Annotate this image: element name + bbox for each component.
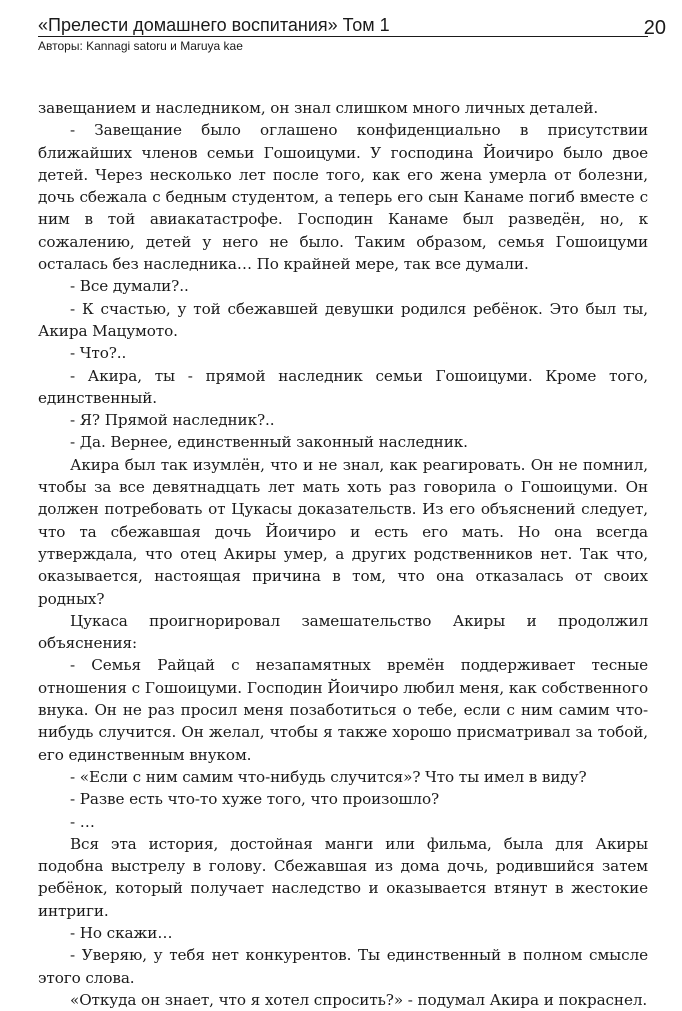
paragraph: - Что?..: [70, 344, 127, 363]
paragraph: Вся эта история, достойная манги или фильма, была для Акиры подобна выстрелу в голову. Сбежавшая из дома дочь, родившийся затем ребёнок, который получает наследство и оказывается втянут в жестокие интриги.: [38, 834, 648, 920]
book-title: «Прелести домашнего воспитания» Том 1: [38, 15, 390, 35]
paragraph: «Откуда он знает, что я хотел спросить?» - подумал Акира и покраснел.: [70, 990, 648, 1009]
paragraph: - К счастью, у той сбежавшей девушки родился ребёнок. Это был ты, Акира Мацумото.: [38, 299, 648, 340]
paragraph: - Завещание было оглашено конфиденциально в присутствии ближайших членов семьи Гошоицуми. У господина Йоичиро было двое детей. Через несколько лет после того, как его жена умерла от болезни, дочь сбежала с бедным студентом, а теперь его сын Канаме погиб вместе с ним в той авиакатастрофе. Господин Канаме был разведён, но, к сожалению, детей у него не было. Таким образом, семья Гошоицуми осталась без наследника… По крайней мере, так все думали.: [38, 121, 648, 274]
paragraph: - Все думали?..: [70, 277, 189, 296]
paragraph: Цукаса проигнорировал замешательство Акиры и продолжил объяснения:: [38, 611, 648, 653]
paragraph: - Я? Прямой наследник?..: [70, 411, 275, 430]
paragraph: - Разве есть что-то хуже того, что произошло?: [70, 790, 440, 809]
book-authors: Авторы: Kannagi satoru и Maruya kae: [38, 39, 243, 53]
header-rule: [38, 36, 648, 37]
paragraph: - Акира, ты - прямой наследник семьи Гошоицуми. Кроме того, единственный.: [38, 366, 648, 407]
paragraph: Акира был так изумлён, что и не знал, как реагировать. Он не помнил, чтобы за все девятнадцать лет мать хоть раз говорила о Гошоицуми. Он должен потребовать от Цукасы доказательств. Из его объяснений следует, что та сбежавшая дочь Йоичиро и есть его мать. Но она всегда утверждала, что отец Акиры умер, а других родственников нет. Так что, оказывается, настоящая причина в том, что она отказалась от своих родных?: [38, 455, 648, 608]
paragraph: - Уверяю, у тебя нет конкурентов. Ты единственный в полном смысле этого слова.: [38, 946, 648, 987]
paragraph: завещанием и наследником, он знал слишком много личных деталей.: [38, 99, 599, 117]
page-header: [38, 14, 648, 54]
page-number: 20: [643, 17, 666, 39]
paragraph: - Семья Райцай с незапамятных времён поддерживает тесные отношения с Гошоицуми. Господин Йоичиро любил меня, как собственного внука. Он не раз просил меня позаботиться о тебе, если с ним самим что-нибудь случится. Он желал, чтобы я также хорошо присматривал за тобой, его единственным внуком.: [38, 656, 648, 764]
paragraph: - Да. Вернее, единственный законный наследник.: [70, 433, 468, 452]
paragraph: - Но скажи…: [70, 923, 173, 942]
page-body: [38, 97, 648, 1011]
paragraph: - «Если с ним самим что-нибудь случится»? Что ты имел в виду?: [70, 767, 587, 786]
paragraph: - …: [70, 812, 95, 831]
